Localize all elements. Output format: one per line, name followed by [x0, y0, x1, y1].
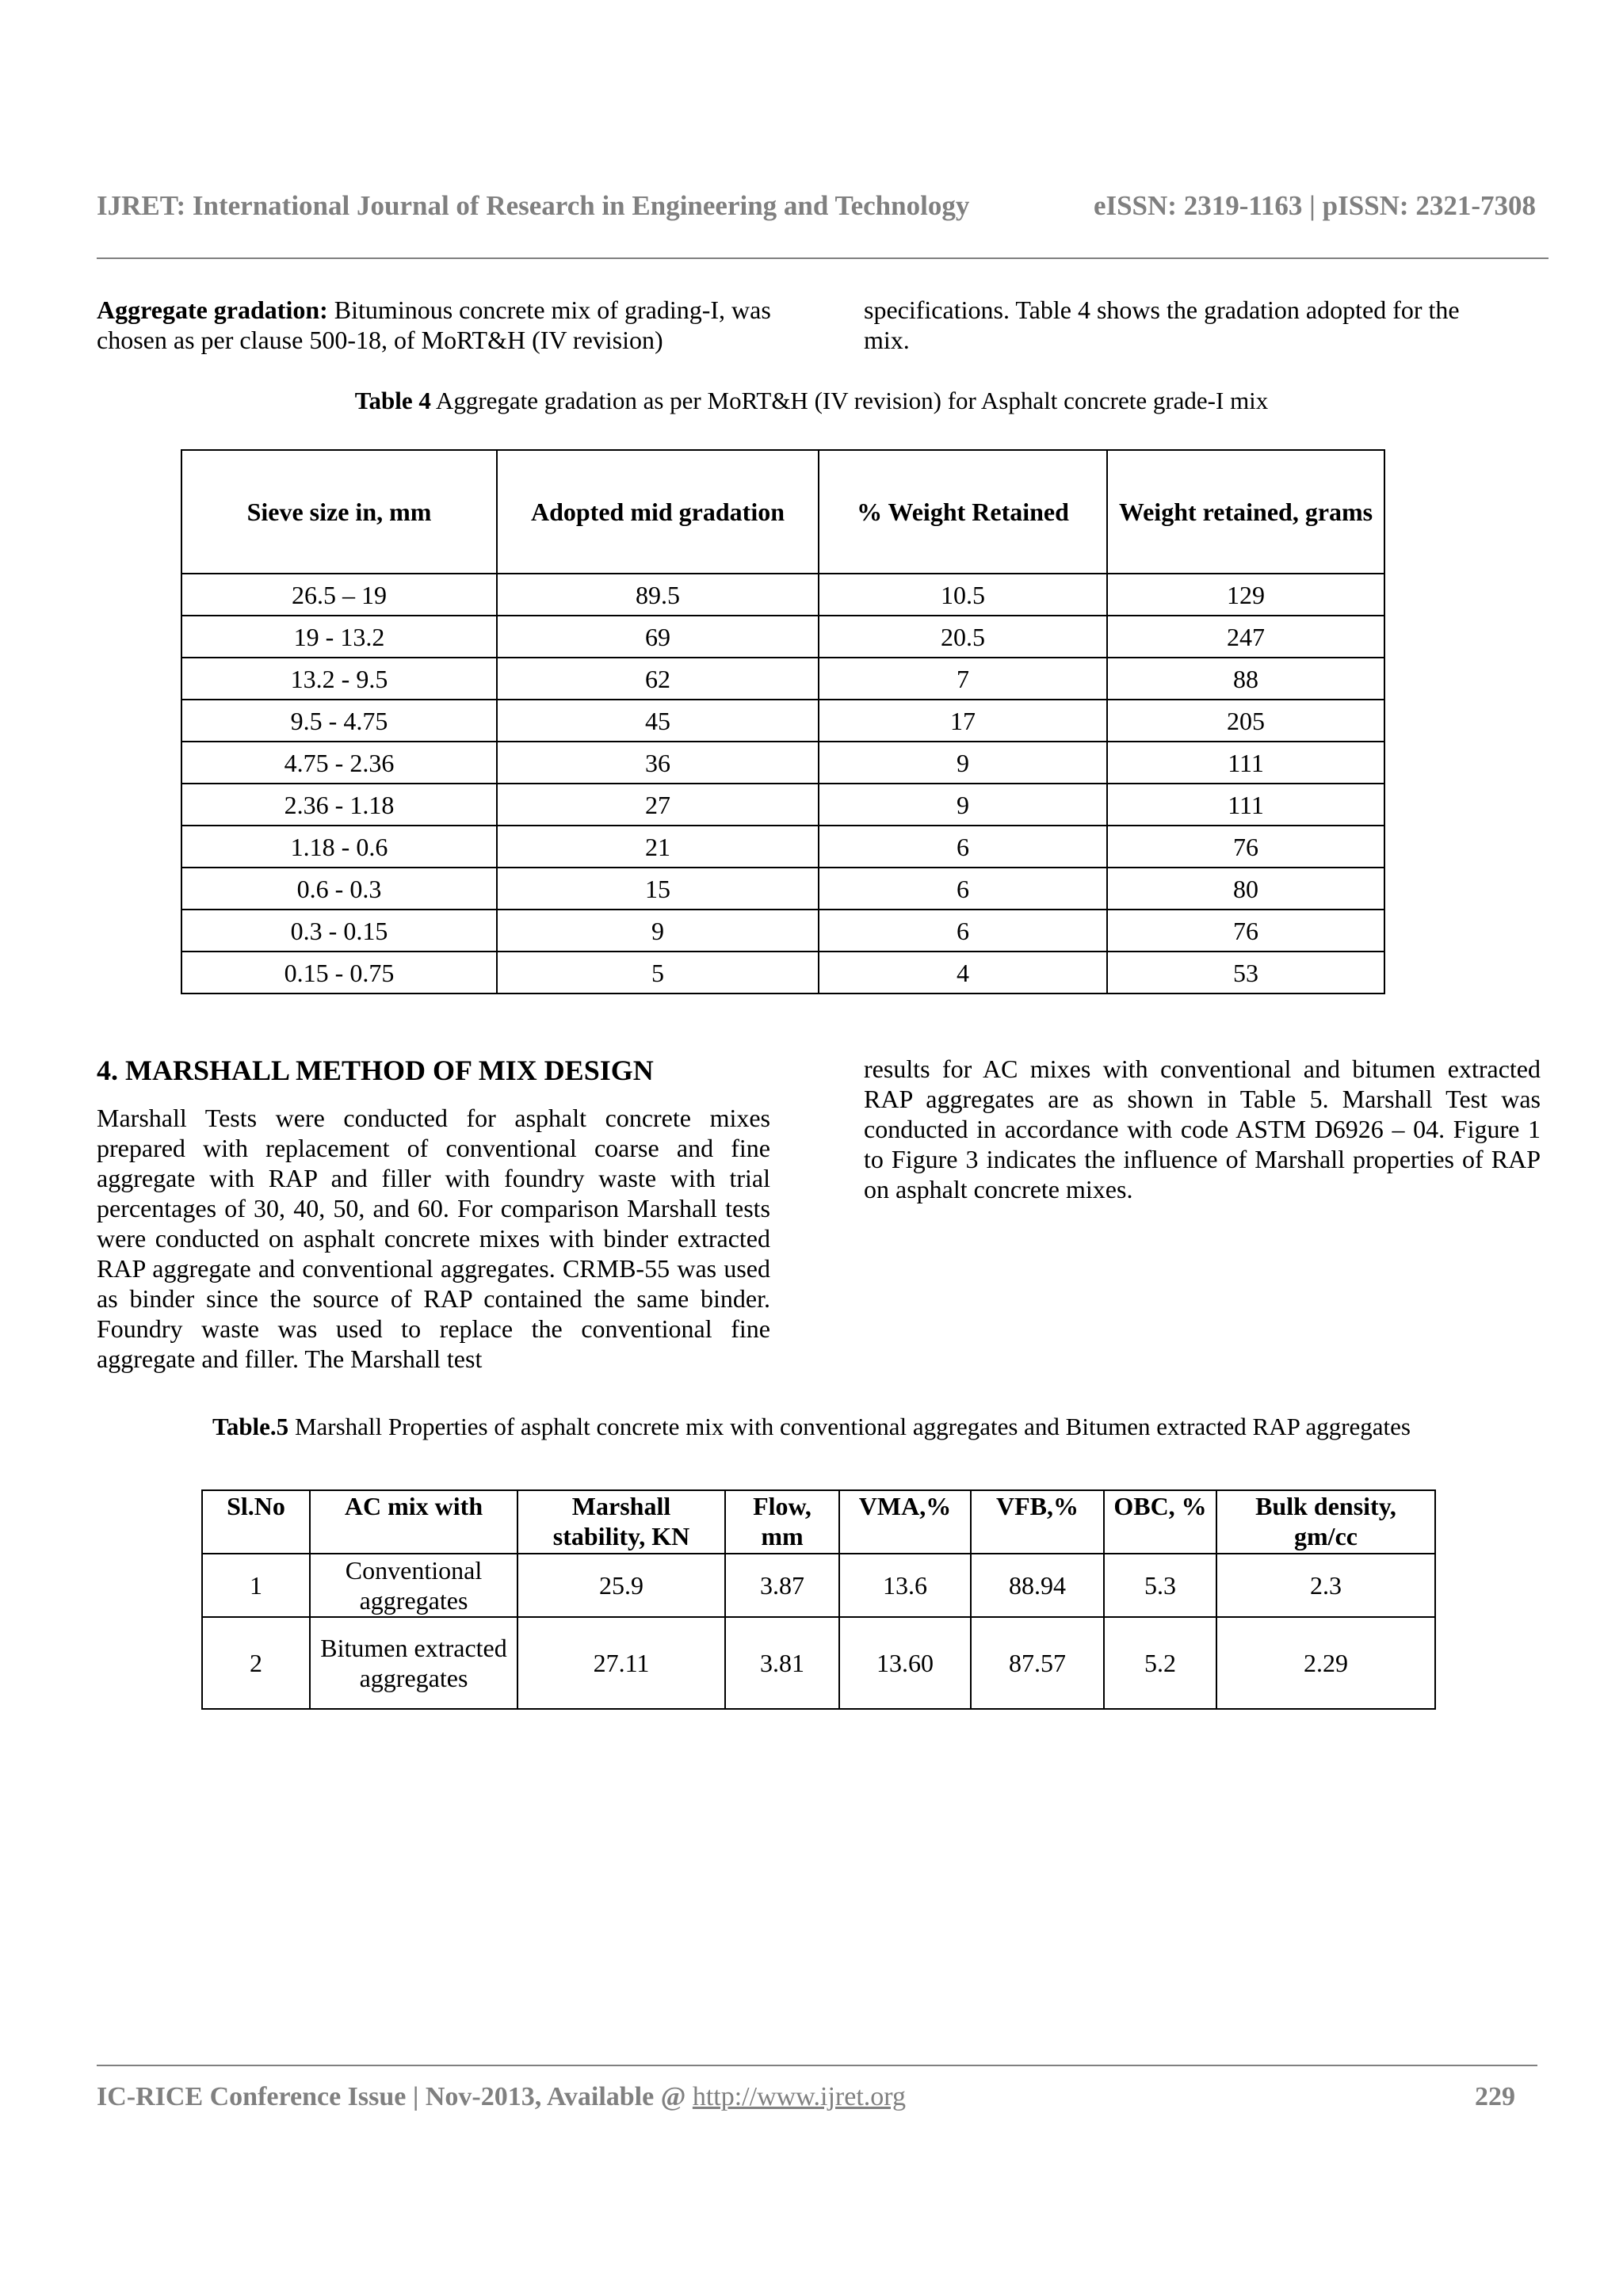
table-cell: 5 [497, 952, 819, 994]
table-cell: 2 [202, 1617, 310, 1709]
table-cell: 5.2 [1104, 1617, 1216, 1709]
table-cell: Bitumen extracted aggregates [310, 1617, 517, 1709]
column-header: AC mix with [310, 1490, 517, 1554]
intro-left-column [97, 295, 794, 355]
table-cell: 21 [497, 826, 819, 868]
column-header: Sieve size in, mm [181, 450, 497, 574]
table-cell: 25.9 [517, 1554, 725, 1617]
table-cell: 36 [497, 742, 819, 784]
table-cell: 0.15 - 0.75 [181, 952, 497, 994]
column-header: Marshall stability, KN [517, 1490, 725, 1554]
table-cell: 19 - 13.2 [181, 616, 497, 658]
table-cell: 0.6 - 0.3 [181, 868, 497, 910]
table-cell: 4 [819, 952, 1107, 994]
table-row [181, 868, 1384, 910]
table-cell: 1.18 - 0.6 [181, 826, 497, 868]
column-header: Sl.No [202, 1490, 310, 1554]
column-header: % Weight Retained [819, 450, 1107, 574]
journal-website-link[interactable]: http://www.ijret.org [692, 2082, 906, 2111]
table-cell: 15 [497, 868, 819, 910]
table-cell: 87.57 [971, 1617, 1104, 1709]
gradation-table [181, 449, 1385, 994]
table-cell: 13.60 [839, 1617, 971, 1709]
table-cell: 13.6 [839, 1554, 971, 1617]
header-rule [97, 257, 1549, 259]
intro-left-text: Bituminous concrete mix of grading-I, was chosen as per clause 500-18, of MoRT&H (IV revision) [97, 296, 771, 354]
section4-left-paragraph: Marshall Tests were conducted for asphalt concrete mixes prepared with replacement of conventional coarse and fine aggregate with RAP and filler with foundry waste with trial percentages of 30, 40, 50, and 60. For comparison Marshall tests were conducted on asphalt concrete mixes with binder extracted RAP aggregate and conventional aggregates. CRMB-55 was used as binder since the source of RAP contained the same binder. Foundry waste was used to replace the conventional fine aggregate and filler. The Marshall test [97, 1104, 770, 1373]
table-cell: 62 [497, 658, 819, 700]
table-cell: 53 [1107, 952, 1384, 994]
table-cell: 9.5 - 4.75 [181, 700, 497, 742]
table-row [181, 952, 1384, 994]
column-header: Flow, mm [725, 1490, 839, 1554]
table-cell: 27.11 [517, 1617, 725, 1709]
table-cell: 2.36 - 1.18 [181, 784, 497, 826]
column-header: Bulk density, gm/cc [1216, 1490, 1435, 1554]
table-cell: 6 [819, 910, 1107, 952]
table-cell: 6 [819, 826, 1107, 868]
table-cell: 27 [497, 784, 819, 826]
running-footer [97, 2082, 1515, 2112]
intro-right-column [864, 295, 1506, 355]
table-row [181, 910, 1384, 952]
table-cell: 89.5 [497, 574, 819, 616]
section-heading: 4. MARSHALL METHOD OF MIX DESIGN [97, 1055, 654, 1086]
table5-caption-text: Marshall Properties of asphalt concrete mix with conventional aggregates and Bitumen extracted RAP aggregates [288, 1413, 1411, 1440]
table-row [202, 1617, 1435, 1709]
table-cell: 69 [497, 616, 819, 658]
column-header: VFB,% [971, 1490, 1104, 1554]
column-header: OBC, % [1104, 1490, 1216, 1554]
table-cell: 247 [1107, 616, 1384, 658]
table-cell: 1 [202, 1554, 310, 1617]
table-header-row [181, 450, 1384, 574]
page-number: 229 [1475, 2082, 1515, 2111]
table-cell: 17 [819, 700, 1107, 742]
table-cell: 80 [1107, 868, 1384, 910]
table-row [181, 616, 1384, 658]
table-row [181, 826, 1384, 868]
table4-caption-text: Aggregate gradation as per MoRT&H (IV revision) for Asphalt concrete grade-I mix [430, 387, 1269, 414]
table-cell: 9 [819, 784, 1107, 826]
table-row [181, 700, 1384, 742]
table-cell: 111 [1107, 784, 1384, 826]
table-cell: 9 [497, 910, 819, 952]
table-cell: 3.81 [725, 1617, 839, 1709]
table-cell: 9 [819, 742, 1107, 784]
footer-rule [97, 2065, 1537, 2066]
table-cell: 20.5 [819, 616, 1107, 658]
marshall-properties-table [201, 1489, 1436, 1710]
section4-right-paragraph: results for AC mixes with conventional and bitumen extracted RAP aggregates are as shown in Table 5. Marshall Test was conducted in accordance with code ASTM D6926 – 04. Figure 1 to Figure 3 indicates the influence of Marshall properties of RAP on asphalt concrete mixes. [864, 1055, 1541, 1203]
table-header-row [202, 1490, 1435, 1554]
table-row [181, 658, 1384, 700]
table-row [202, 1554, 1435, 1617]
table-cell: 2.3 [1216, 1554, 1435, 1617]
table-cell: 5.3 [1104, 1554, 1216, 1617]
table-cell: Conventional aggregates [310, 1554, 517, 1617]
table-cell: 3.87 [725, 1554, 839, 1617]
table-cell: 13.2 - 9.5 [181, 658, 497, 700]
conference-issue: IC-RICE Conference Issue | Nov-2013, Available @ [97, 2082, 693, 2111]
aggregate-gradation-label: Aggregate gradation: [97, 296, 328, 324]
table-row [181, 784, 1384, 826]
table-cell: 10.5 [819, 574, 1107, 616]
issn-numbers: eISSN: 2319-1163 | pISSN: 2321-7308 [1093, 190, 1536, 221]
table5-caption-label: Table.5 [212, 1413, 289, 1440]
table-cell: 129 [1107, 574, 1384, 616]
table5-caption [0, 1412, 1623, 1442]
table-cell: 6 [819, 868, 1107, 910]
column-header: VMA,% [839, 1490, 971, 1554]
table-cell: 76 [1107, 826, 1384, 868]
table-row [181, 742, 1384, 784]
table-cell: 205 [1107, 700, 1384, 742]
journal-name: IJRET: International Journal of Research in Engineering and Technology [97, 190, 970, 221]
column-header: Weight retained, grams [1107, 450, 1384, 574]
table-cell: 88 [1107, 658, 1384, 700]
table-row [181, 574, 1384, 616]
table-cell: 111 [1107, 742, 1384, 784]
table-cell: 88.94 [971, 1554, 1104, 1617]
table-cell: 26.5 – 19 [181, 574, 497, 616]
table-cell: 45 [497, 700, 819, 742]
table-cell: 2.29 [1216, 1617, 1435, 1709]
table-cell: 4.75 - 2.36 [181, 742, 497, 784]
table-cell: 0.3 - 0.15 [181, 910, 497, 952]
table4-caption-label: Table 4 [354, 387, 431, 414]
table-cell: 7 [819, 658, 1107, 700]
table-cell: 76 [1107, 910, 1384, 952]
table4-caption [0, 386, 1623, 416]
intro-right-text: specifications. Table 4 shows the gradation adopted for the mix. [864, 296, 1460, 354]
column-header: Adopted mid gradation [497, 450, 819, 574]
